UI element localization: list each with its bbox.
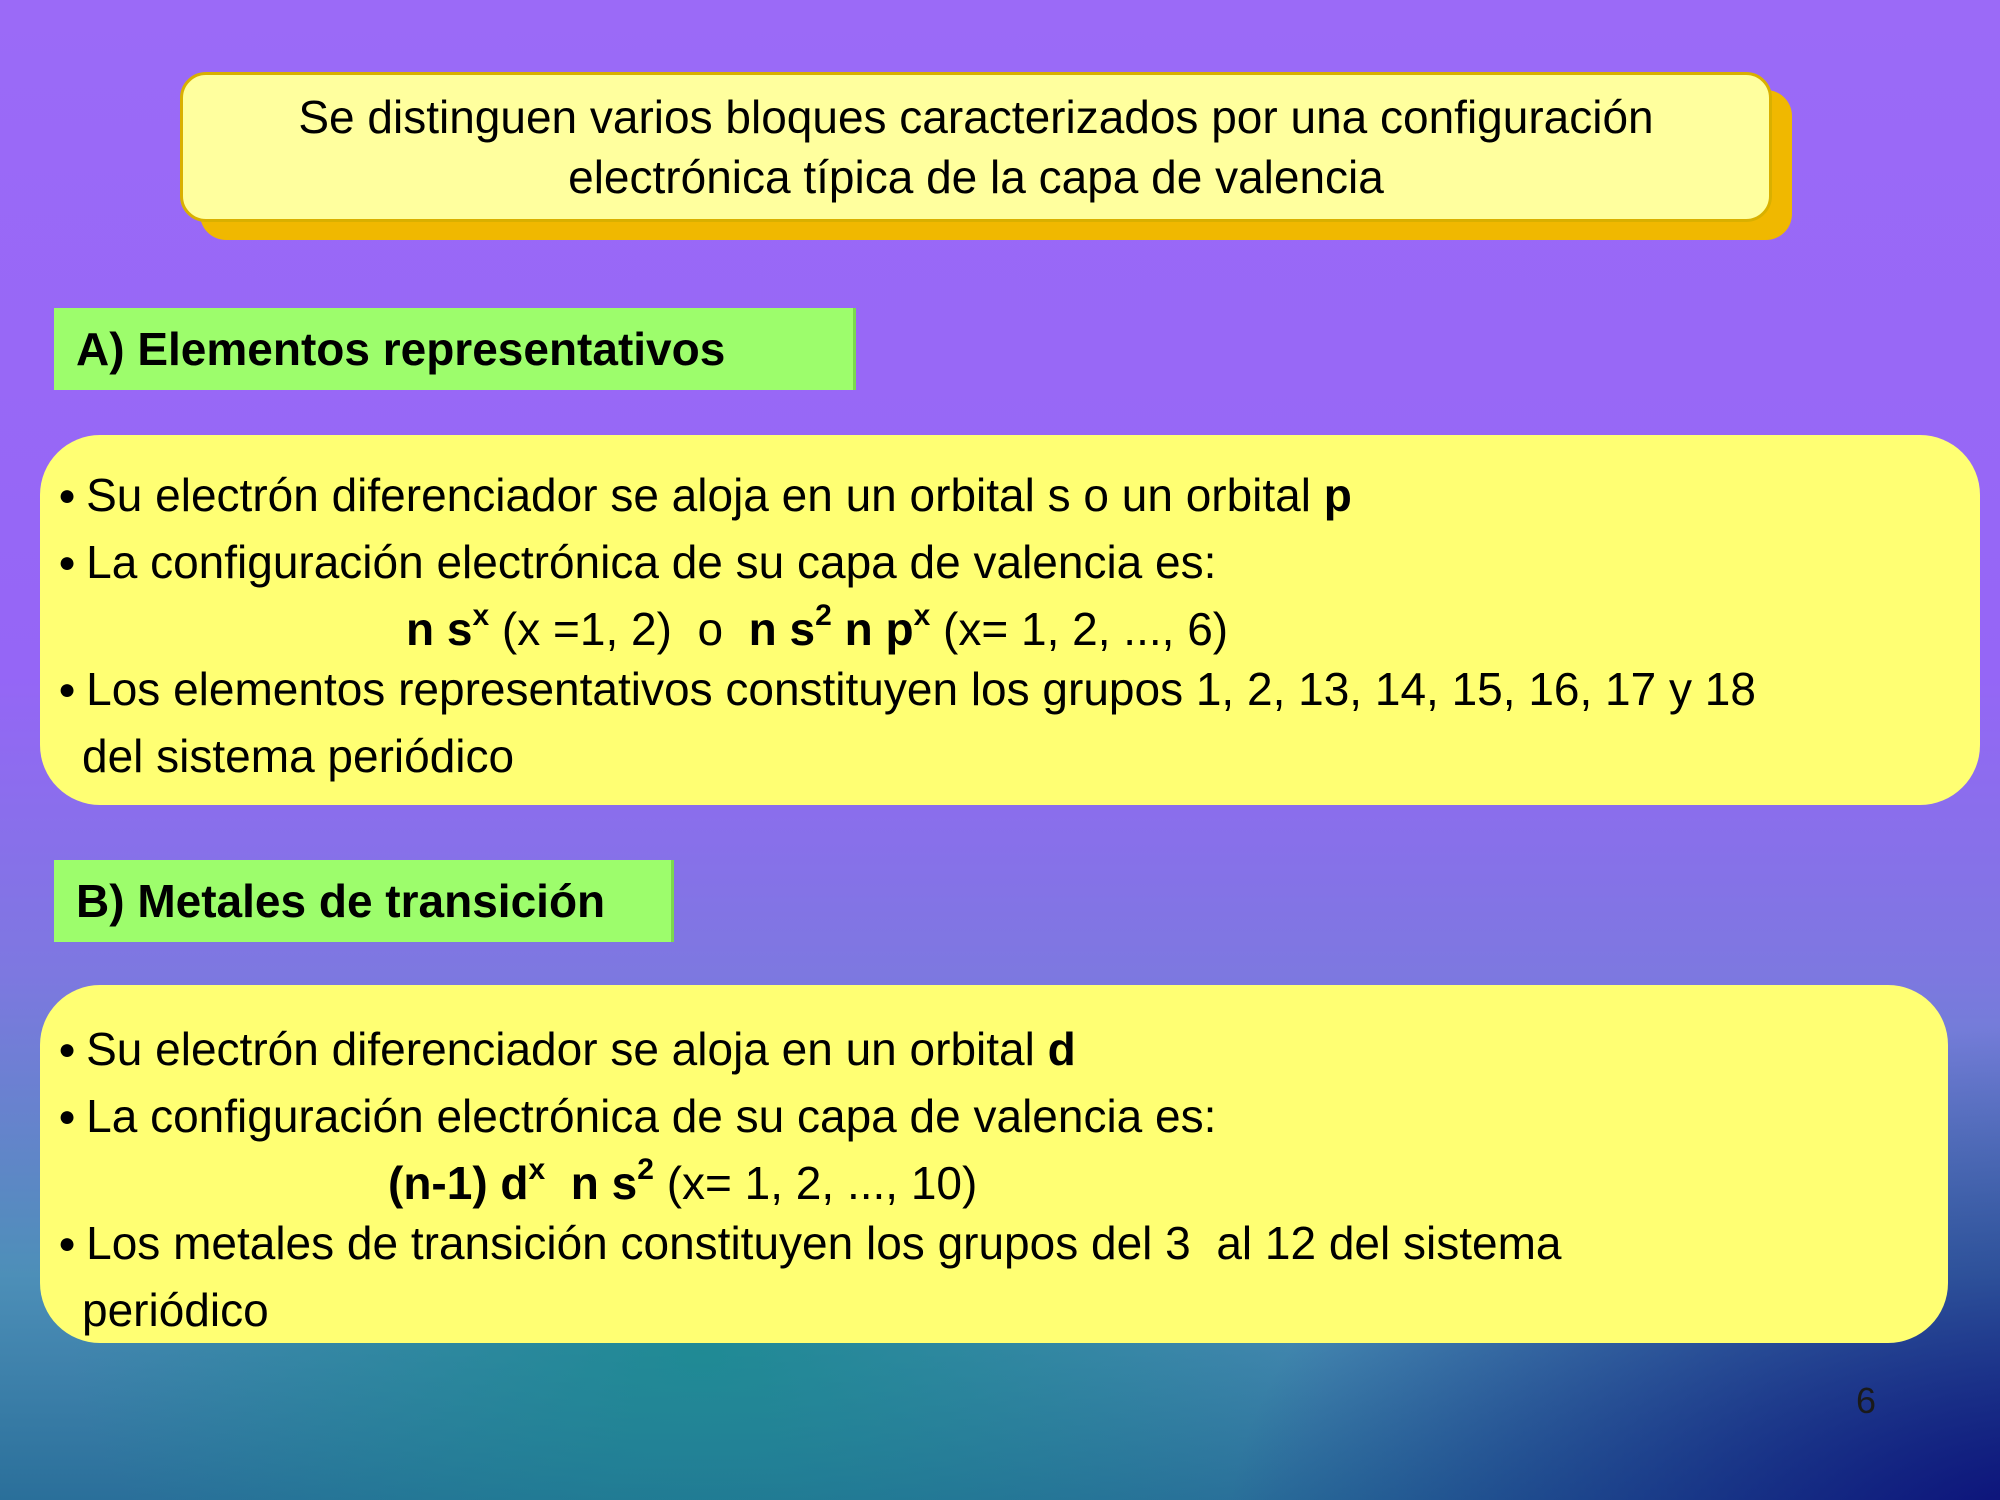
bullet-item (58, 1019, 1948, 1086)
section-label-text: A) Elementos representativos (76, 323, 726, 375)
bullet-icon: ● (58, 546, 77, 579)
bullet-text: La configuración electrónica de su capa de valencia es: (86, 1090, 1217, 1142)
page-number: 6 (1856, 1380, 1877, 1421)
formula-transicion: (n-1) $d^x$ n $s^2$ (x= 1, 2, ..., 10) (388, 1152, 978, 1209)
bullet-item (58, 659, 1980, 726)
bullet-text: Su electrón diferenciador se aloja en un orbital d (86, 1023, 1076, 1075)
bullet-text: Los metales de transición constituyen los grupos del 3 al 12 del sistema (86, 1217, 1562, 1269)
info-box-representativos (40, 435, 1980, 805)
title-line-1: Se distinguen varios bloques caracterizados por una configuración (298, 91, 1654, 143)
bullet-text: Su electrón diferenciador se aloja en un orbital s o un orbital p (86, 469, 1352, 521)
bullet-text-continued: periódico (82, 1284, 269, 1336)
section-label-transicion (54, 860, 674, 942)
bullet-item (58, 465, 1980, 532)
bullet-icon: ● (58, 479, 77, 512)
bullet-icon: ● (58, 673, 77, 706)
title-box (180, 72, 1772, 222)
bullet-text: Los elementos representativos constituyen los grupos 1, 2, 13, 14, 15, 16, 17 y 18 (86, 663, 1756, 715)
formula-representativos: n $s^x$ (x =1, 2) o n $s^2$ n $p^x$ (x= 1, 2, ..., 6) (406, 598, 1229, 655)
section-label-text: B) Metales de transición (76, 875, 606, 927)
info-box-transicion (40, 985, 1948, 1343)
bullet-item (58, 532, 1980, 599)
bullet-icon: ● (58, 1227, 77, 1260)
bullet-icon: ● (58, 1100, 77, 1133)
bullet-text-continued: del sistema periódico (82, 730, 515, 782)
bullet-item (58, 1213, 1948, 1280)
bullet-text: La configuración electrónica de su capa de valencia es: (86, 536, 1217, 588)
title-line-2: electrónica típica de la capa de valencia (568, 151, 1384, 203)
bullet-icon: ● (58, 1033, 77, 1066)
bullet-item (58, 1086, 1948, 1153)
section-label-representativos (54, 308, 856, 390)
